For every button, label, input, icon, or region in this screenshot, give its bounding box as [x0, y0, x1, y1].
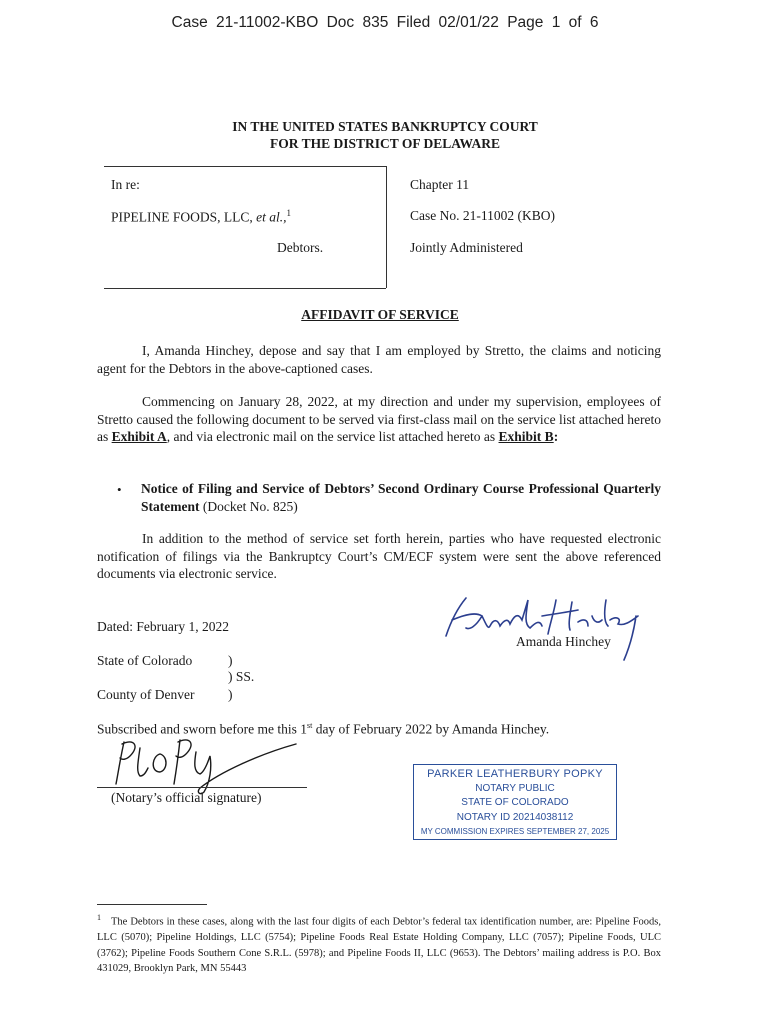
footnote-number: 1: [97, 913, 101, 922]
state-line: State of Colorado: [97, 653, 193, 668]
notary-signature-label: (Notary’s official signature): [111, 790, 262, 805]
paragraph-3: In addition to the method of service set forth herein, parties who have requested electronic notification of filings via the Bankruptcy Court’s CM/ECF system were sent the above referenced documents via electronic service.: [97, 531, 661, 581]
header-filed: Filed 02/01/22: [396, 14, 499, 31]
notary-stamp: [413, 764, 617, 840]
et-al: et al.,: [256, 209, 287, 225]
subscribed-sup: st: [306, 721, 313, 730]
paren-1: ): [228, 653, 233, 668]
in-re-label: In re:: [111, 177, 140, 192]
debtor-name: [111, 208, 291, 226]
bullet-icon: •: [117, 482, 122, 497]
case-number: Case No. 21-11002 (KBO): [410, 208, 555, 223]
affiant-signature-image: [438, 590, 658, 665]
paragraph-2: [97, 393, 661, 446]
paragraph-2-text-b: , and via electronic mail on the service list attached hereto as: [166, 429, 499, 444]
bullet-docket: (Docket No. 825): [199, 498, 298, 514]
jointly-administered: Jointly Administered: [410, 240, 523, 255]
notary-signature-rule: [97, 787, 307, 788]
court-name: IN THE UNITED STATES BANKRUPTCY COURT: [232, 119, 538, 134]
caption-top-rule: [104, 166, 386, 167]
paragraph-2-text-c: :: [553, 429, 559, 444]
header-doc: Doc 835: [326, 14, 389, 31]
caption-vertical-rule: [386, 166, 387, 288]
subscribed-text-b: day of February 2022 by Amanda Hinchey.: [312, 721, 550, 737]
bullet-notice-title: Notice of Filing and Service of Debtors’ Second Ordinary Course Professional Quarterly Statement: [141, 481, 661, 514]
bullet-item: [141, 480, 661, 515]
footnote-rule: [97, 904, 207, 905]
header-case: Case 21-11002-KBO: [171, 14, 319, 31]
header-page: Page 1 of 6: [507, 14, 599, 31]
chapter: Chapter 11: [410, 177, 470, 192]
ss-label: ) SS.: [228, 669, 255, 684]
paragraph-2-text-a: Commencing on January 28, 2022, at my direction and under my supervision, employees of Stretto caused the following document to be served via first-class mail on the service list attached hereto as: [97, 394, 661, 444]
debtors-label: Debtors.: [277, 240, 324, 255]
paragraph-1: I, Amanda Hinchey, depose and say that I am employed by Stretto, the claims and noticing agent for the Debtors in the above-captioned cases.: [97, 343, 661, 376]
footnote: [97, 910, 661, 977]
stamp-title: NOTARY PUBLIC: [475, 782, 555, 794]
stamp-state: STATE OF COLORADO: [461, 797, 569, 808]
county-line: County of Denver: [97, 687, 195, 702]
court-district: FOR THE DISTRICT OF DELAWARE: [269, 136, 501, 151]
stamp-id: NOTARY ID 20214038112: [456, 811, 574, 823]
paren-2: ): [228, 687, 233, 702]
stamp-name: PARKER LEATHERBURY POPKY: [427, 768, 603, 780]
footnote-ref: 1: [286, 208, 292, 218]
document-title: AFFIDAVIT OF SERVICE: [301, 307, 459, 322]
caption-bottom-rule: [104, 288, 386, 289]
stamp-expires: MY COMMISSION EXPIRES SEPTEMBER 27, 2025: [420, 827, 610, 836]
debtor-name-text: PIPELINE FOODS, LLC,: [111, 209, 257, 225]
exhibit-b: Exhibit B: [498, 429, 554, 444]
ecf-header: [0, 14, 770, 32]
dated-line: Dated: February 1, 2022: [97, 619, 229, 634]
affiant-name: Amanda Hinchey: [516, 634, 611, 649]
subscribed-text-a: Subscribed and sworn before me this 1: [97, 721, 307, 737]
footnote-text: The Debtors in these cases, along with the last four digits of each Debtor’s federal tax identification number, are: Pipeline Foods, LLC (5070); Pipeline Holdings, LLC (5754); Pipeline Foods Real Estate Holding Company, LLC (7057); Pipeline Foods, ULC (3762); Pipeline Foods Southern Cone S.R.L. (5978); and Pipeline Foods II, LLC (9653). The Debtors’ mailing address is P.O. Box 431029, Brooklyn Park, MN 55443: [97, 916, 661, 974]
exhibit-a: Exhibit A: [111, 429, 167, 444]
